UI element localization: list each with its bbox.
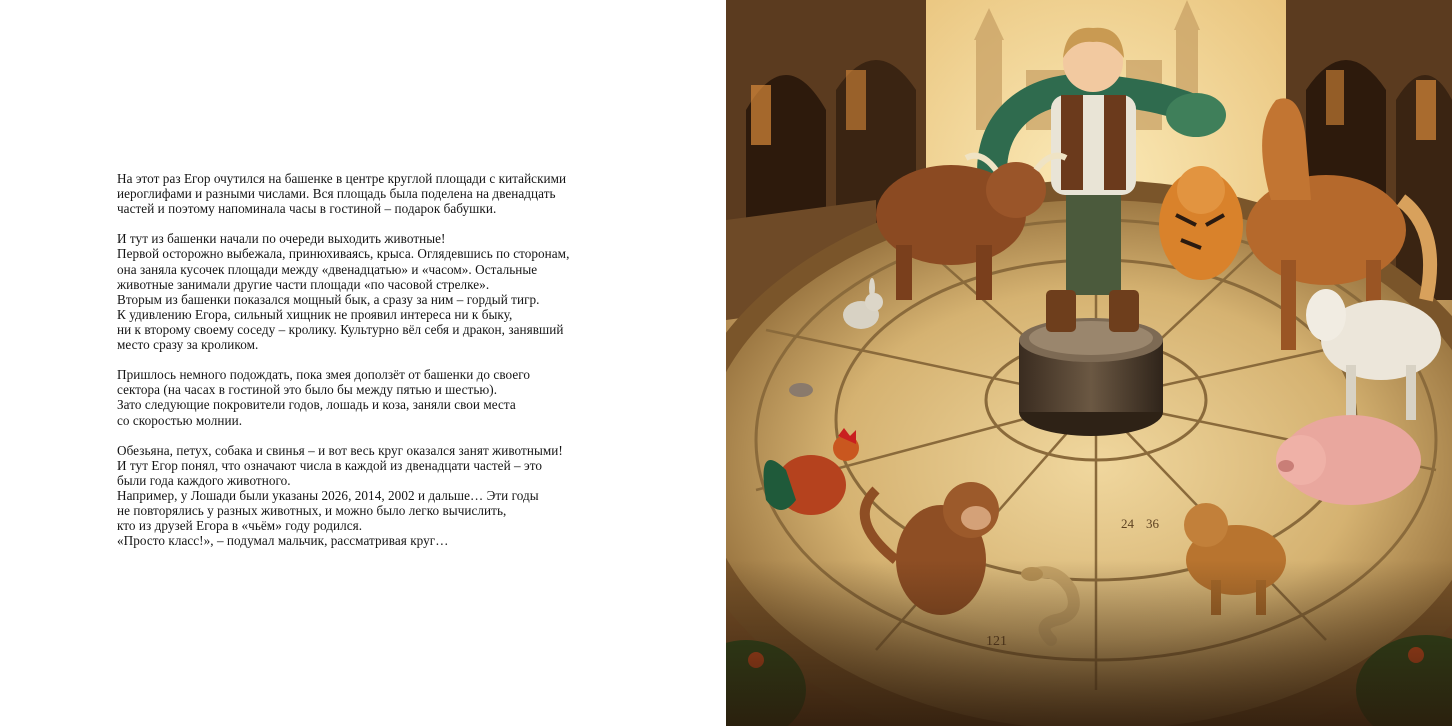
dragon-head [1166, 93, 1226, 137]
story-line: И тут из башенки начали по очереди выходить животные! [117, 231, 446, 247]
story-line: место сразу за кроликом. [117, 337, 259, 353]
story-text [117, 171, 677, 563]
rat [789, 383, 813, 397]
story-line: со скоростью молнии. [117, 412, 243, 428]
zodiac-plaza-illustration [726, 0, 1452, 726]
story-line: кто из друзей Егора в «чьём» году родился. [117, 518, 363, 534]
story-paragraph-4 [117, 443, 677, 549]
story-paragraph-3 [117, 367, 677, 427]
bottom-vignette [726, 560, 1452, 726]
story-line: частей и поэтому напоминала часы в гостиной – подарок бабушки. [117, 201, 497, 217]
story-line: «Просто класс!», – подумал мальчик, рассматривая круг… [117, 533, 449, 549]
story-line: Первой осторожно выбежала, принюхиваясь, крыса. Оглядевшись по сторонам, [117, 246, 570, 262]
story-line: Пришлось немного подождать, пока змея доползёт от башенки до своего [117, 367, 530, 383]
story-line: она заняла кусочек площади между «двенадцатью» и «часом». Остальные [117, 261, 538, 277]
story-line: Например, у Лошади были указаны 2026, 2014, 2002 и дальше… Эти годы [117, 487, 539, 503]
story-line: Зато следующие покровители годов, лошадь и коза, заняли свои места [117, 397, 516, 413]
illustration-canvas [726, 0, 1452, 726]
story-line: сектора (на часах в гостиной это было бы между пятью и шестью). [117, 382, 498, 398]
dial-number: 36 [1146, 516, 1159, 531]
story-line: ни к второму своему соседу – кролику. Культурно вёл себя и дракон, занявший [117, 321, 564, 337]
story-paragraph-2 [117, 231, 677, 352]
dial-number: 24 [1121, 516, 1134, 531]
story-line: Вторым из башенки показался мощный бык, а сразу за ним – гордый тигр. [117, 291, 540, 307]
story-line: На этот раз Егор очутился на башенке в центре круглой площади с китайскими [117, 171, 567, 186]
story-line: Обезьяна, петух, собака и свинья – и вот весь круг оказался занят животными! [117, 442, 563, 458]
story-line: К удивлению Егора, сильный хищник не проявил интереса ни к быку, [117, 306, 513, 322]
central-pedestal [1019, 318, 1163, 436]
story-line: иероглифами и разными числами. Вся площадь была поделена на двенадцать [117, 186, 556, 202]
story-line: не повторялись у разных животных, и можно было легко вычислить, [117, 503, 507, 519]
story-line: животные занимали другие части площади «по часовой стрелке». [117, 276, 490, 292]
story-line: были года каждого животного. [117, 472, 291, 488]
story-paragraph-1 [117, 171, 677, 216]
story-line: И тут Егор понял, что означают числа в каждой из двенадцати частей – это [117, 457, 543, 473]
